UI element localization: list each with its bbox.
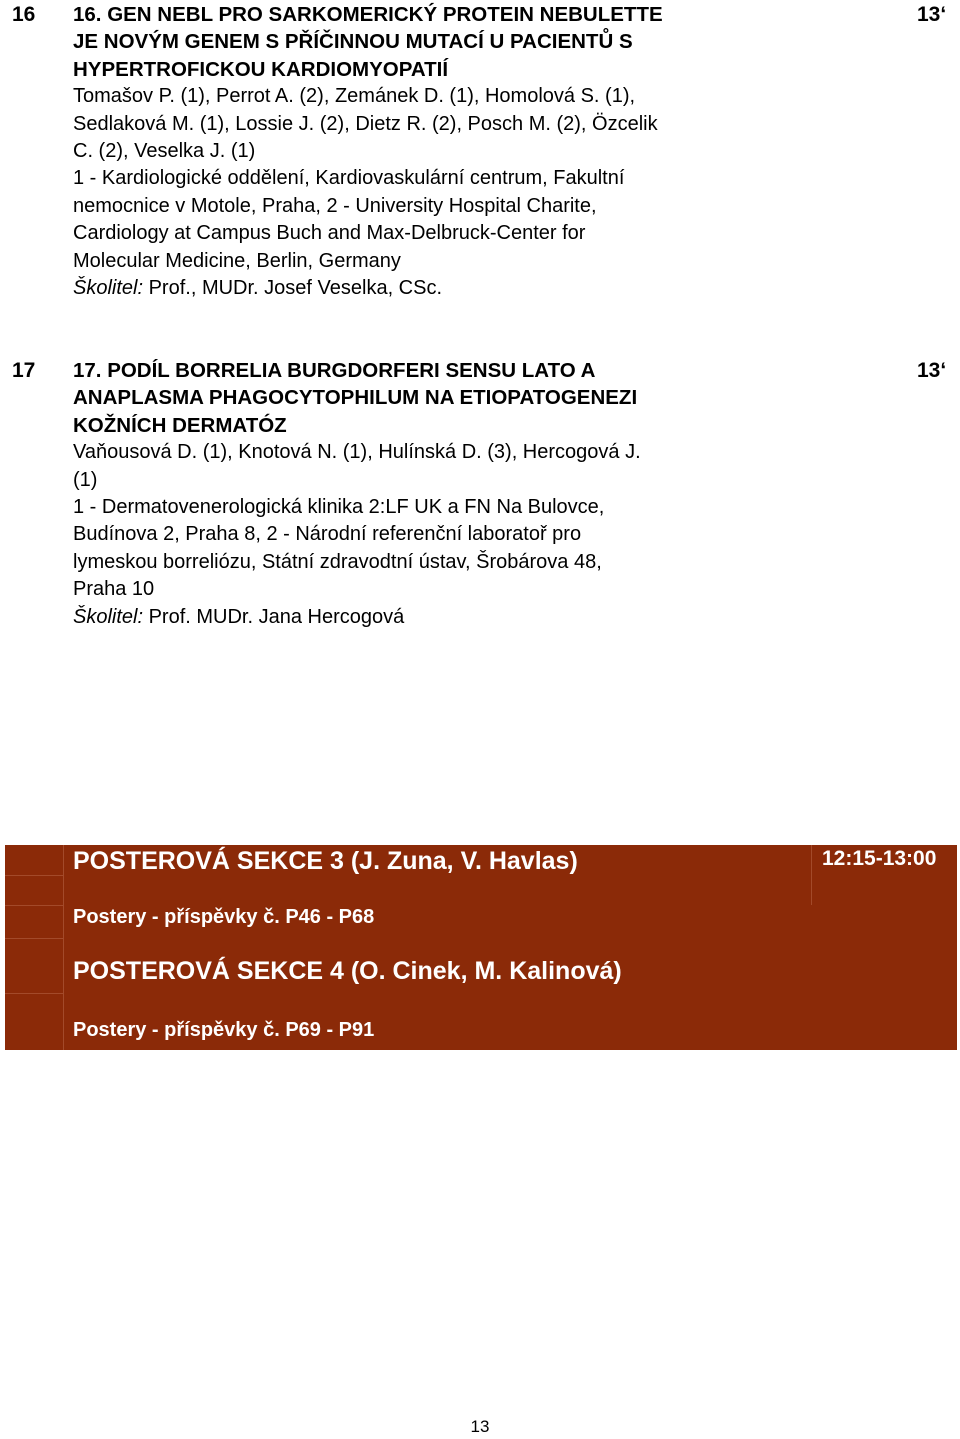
poster-session-3-title: POSTEROVÁ SEKCE 3 (J. Zuna, V. Havlas) bbox=[73, 847, 578, 875]
title-line: 16. GEN NEBL PRO SARKOMERICKÝ PROTEIN NEBULETTE bbox=[73, 3, 663, 26]
table-divider bbox=[5, 905, 63, 906]
affiliation-line: 1 - Dermatovenerologická klinika 2:LF UK a FN Na Bulovce, bbox=[73, 496, 605, 519]
title-line: ANAPLASMA PHAGOCYTOPHILUM NA ETIOPATOGENEZI bbox=[73, 386, 638, 410]
entry-authors bbox=[73, 83, 873, 165]
supervisor-label: Školitel: bbox=[73, 605, 144, 628]
affiliation-line: 1 - Kardiologické oddělení, Kardiovaskulární centrum, Fakultní bbox=[73, 167, 625, 190]
entry-body bbox=[73, 357, 873, 631]
author-line: Tomašov P. (1), Perrot A. (2), Zemánek D. (1), Homolová S. (1), bbox=[73, 85, 636, 108]
entry-title bbox=[73, 1, 873, 83]
affiliation-line: Molecular Medicine, Berlin, Germany bbox=[73, 249, 401, 272]
affiliation-line: Cardiology at Campus Buch and Max-Delbruck-Center for bbox=[73, 222, 586, 245]
table-divider bbox=[811, 845, 812, 905]
affiliation-line: lymeskou borreliózu, Státní zdravodtní ústav, Šrobárova 48, bbox=[73, 550, 602, 573]
table-divider bbox=[5, 938, 63, 939]
entry-affiliations bbox=[73, 165, 873, 275]
entry-supervisor bbox=[73, 604, 873, 631]
table-divider bbox=[63, 845, 64, 1050]
poster-session-block bbox=[5, 845, 957, 1050]
title-line: HYPERTROFICKOU KARDIOMYOPATIÍ bbox=[73, 57, 449, 81]
poster-session-3-range: Postery - příspěvky č. P46 - P68 bbox=[73, 906, 375, 928]
poster-session-4-range: Postery - příspěvky č. P69 - P91 bbox=[73, 1019, 375, 1041]
author-line: Sedlaková M. (1), Lossie J. (2), Dietz R. (2), Posch M. (2), Özcelik bbox=[73, 112, 658, 135]
affiliation-line: nemocnice v Motole, Praha, 2 - University Hospital Charite, bbox=[73, 194, 597, 217]
supervisor-label: Školitel: bbox=[73, 277, 144, 300]
entry-supervisor bbox=[73, 275, 873, 302]
entry-affiliations bbox=[73, 494, 873, 604]
supervisor-name: Prof., MUDr. Josef Veselka, CSc. bbox=[143, 277, 443, 300]
table-divider bbox=[5, 993, 63, 994]
supervisor-name: Prof. MUDr. Jana Hercogová bbox=[143, 605, 405, 628]
entry-number: 17 bbox=[12, 359, 36, 382]
entry-title bbox=[73, 357, 873, 439]
title-line: JE NOVÝM GENEM S PŘÍČINNOU MUTACÍ U PACIENTŮ S bbox=[73, 30, 633, 54]
title-line: KOŽNÍCH DERMATÓZ bbox=[73, 413, 287, 437]
poster-session-4-title: POSTEROVÁ SEKCE 4 (O. Cinek, M. Kalinová) bbox=[73, 957, 622, 985]
entry-body bbox=[73, 1, 873, 302]
poster-session-time: 12:15-13:00 bbox=[822, 847, 937, 870]
title-line: 17. PODÍL BORRELIA BURGDORFERI SENSU LATO A bbox=[73, 359, 596, 382]
entry-duration: 13‘ bbox=[917, 3, 947, 26]
affiliation-line: Praha 10 bbox=[73, 578, 155, 601]
author-line: C. (2), Veselka J. (1) bbox=[73, 140, 256, 163]
entry-number: 16 bbox=[12, 3, 36, 26]
table-divider bbox=[5, 875, 63, 876]
author-line: Vaňousová D. (1), Knotová N. (1), Hulínská D. (3), Hercogová J. bbox=[73, 441, 641, 464]
entry-duration: 13‘ bbox=[917, 359, 947, 382]
author-line: (1) bbox=[73, 468, 98, 491]
page-number: 13 bbox=[470, 1417, 490, 1436]
affiliation-line: Budínova 2, Praha 8, 2 - Národní referenční laboratoř pro bbox=[73, 523, 582, 546]
entry-authors bbox=[73, 439, 873, 494]
